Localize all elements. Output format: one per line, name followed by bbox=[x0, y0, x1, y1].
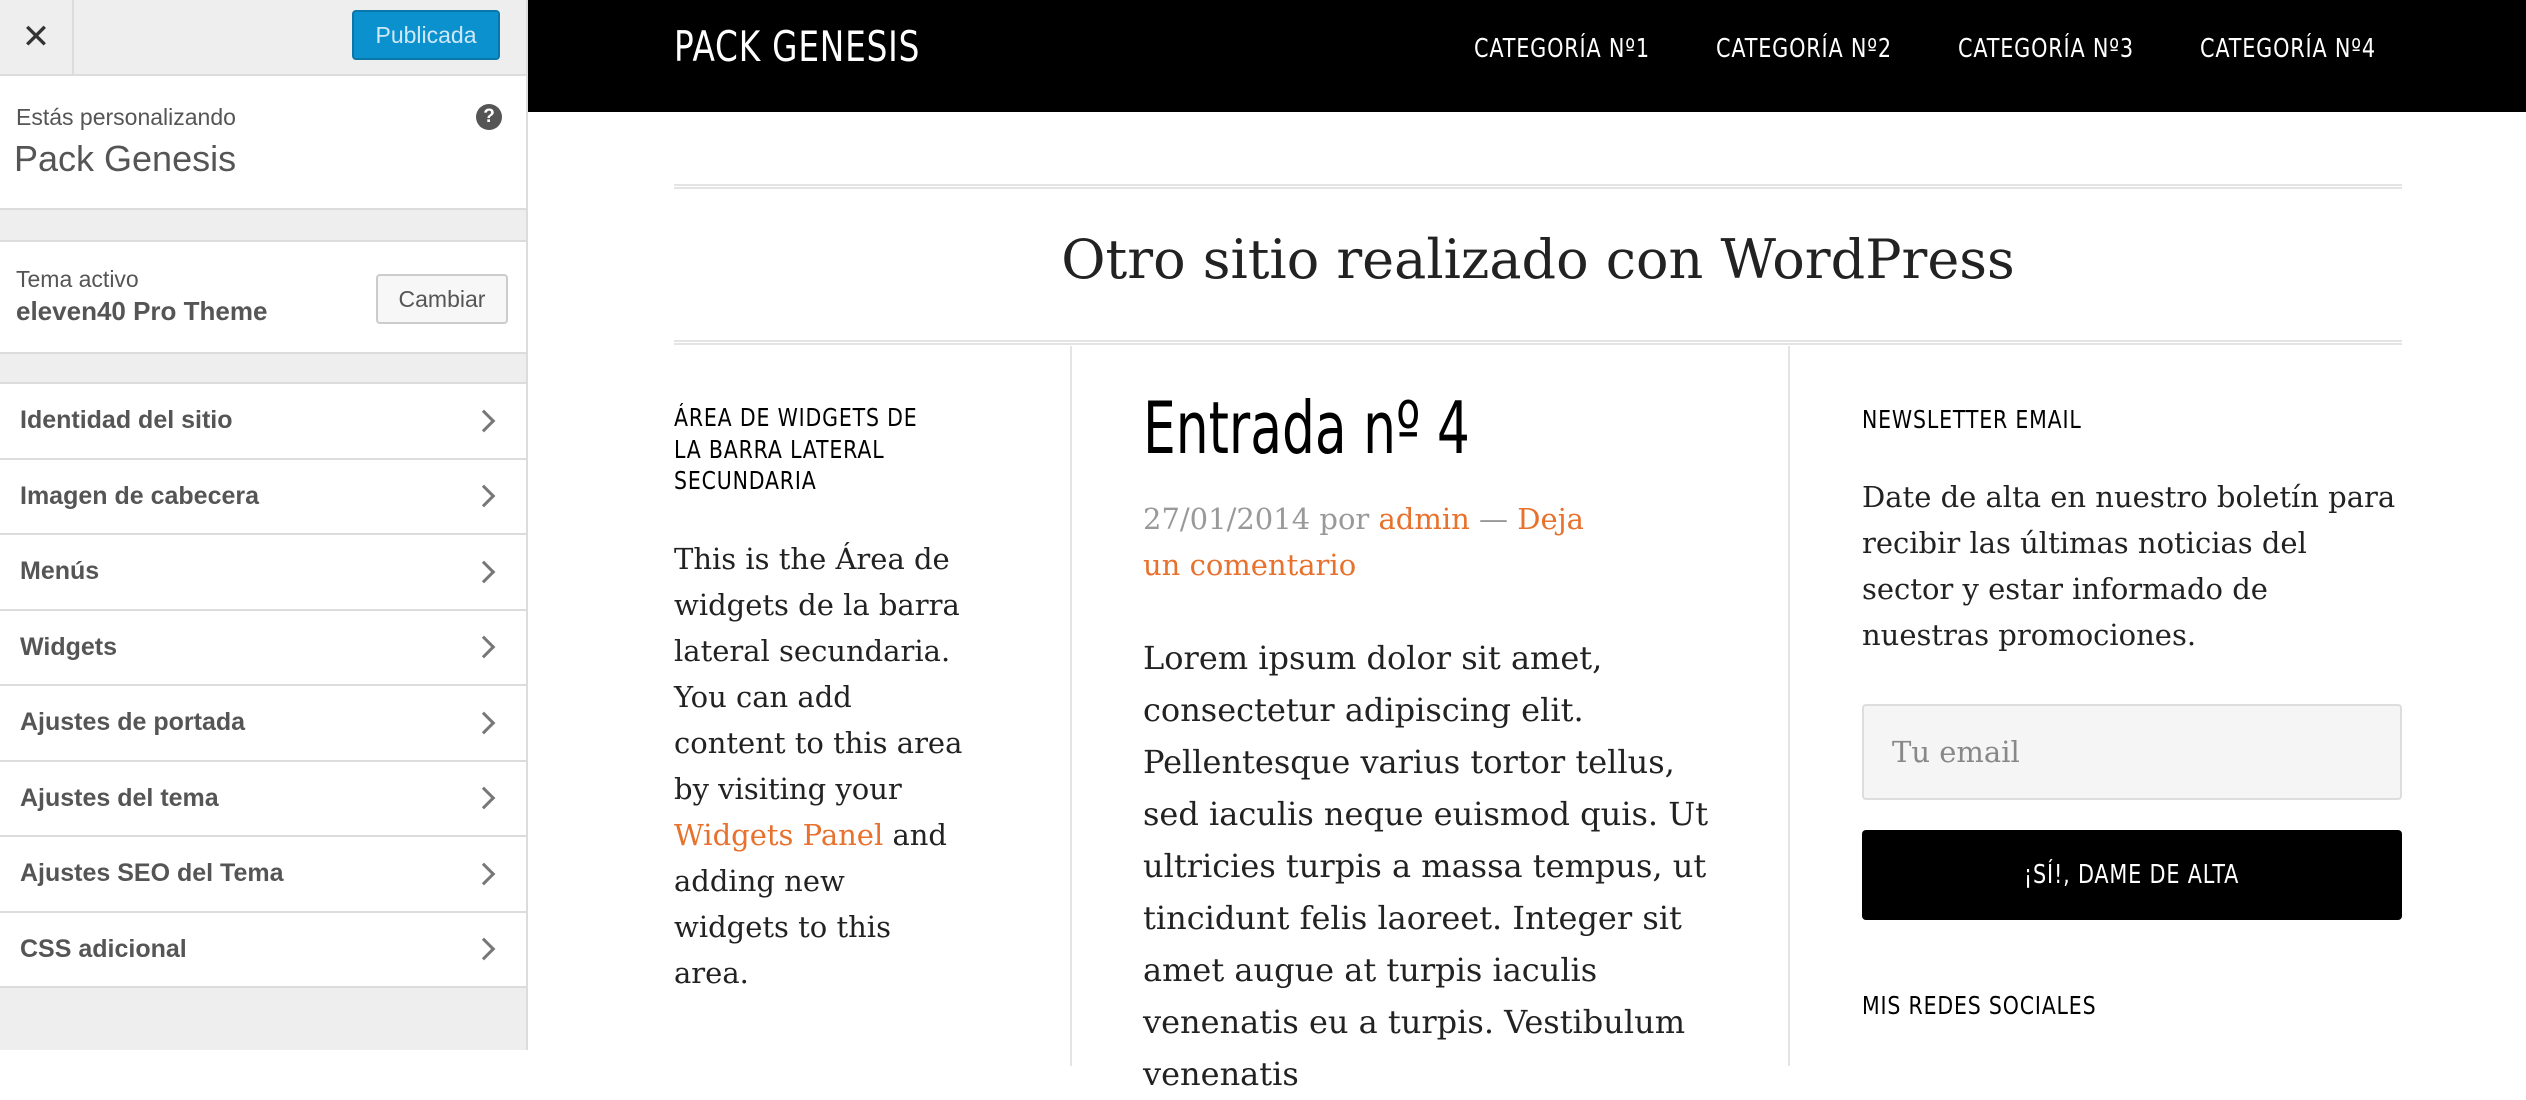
chevron-right-icon bbox=[473, 409, 496, 432]
post-body: Lorem ipsum dolor sit amet, consectetur adipiscing elit. Pellentesque varius tortor tellus, sed iaculis neque euismod quis. Ut ultricies turpis a massa tempus, ut tincidunt felis laoreet. Integer sit amet augue at turpis iaculis venenatis eu a turpis. Vestibulum venenatis bbox=[1143, 639, 1709, 1093]
section-label: Ajustes del tema bbox=[20, 783, 219, 812]
newsletter-heading: NEWSLETTER EMAIL bbox=[1862, 405, 2082, 434]
section-site-identity[interactable] bbox=[0, 384, 526, 460]
site-title[interactable]: PACK GENESIS bbox=[674, 22, 921, 71]
section-homepage-settings[interactable] bbox=[0, 686, 526, 762]
subscribe-button-label: ¡SÍ!, DAME DE ALTA bbox=[2024, 860, 2240, 890]
publish-button[interactable]: Publicada bbox=[352, 10, 500, 60]
section-label: Ajustes de portada bbox=[20, 708, 246, 737]
section-theme-seo-settings[interactable] bbox=[0, 837, 526, 913]
close-icon[interactable]: ✕ bbox=[0, 0, 74, 74]
chevron-right-icon bbox=[473, 485, 496, 508]
secondary-sidebar-widget-text: This is the Área de widgets de la barra lateral secundaria. You can add content to this area by visiting your Widgets Panel and adding new widgets to this area. bbox=[674, 542, 963, 990]
site-header bbox=[528, 0, 2526, 112]
chevron-right-icon bbox=[473, 862, 496, 885]
newsletter-email-input[interactable] bbox=[1862, 704, 2402, 800]
change-theme-button[interactable]: Cambiar bbox=[376, 274, 508, 324]
chevron-right-icon bbox=[473, 787, 496, 810]
chevron-right-icon bbox=[473, 636, 496, 659]
section-label: Ajustes SEO del Tema bbox=[20, 859, 284, 888]
column-divider-right bbox=[1788, 346, 1790, 1066]
customizer-sidebar bbox=[0, 0, 528, 1050]
section-label: Identidad del sitio bbox=[20, 406, 233, 435]
tagline-bottom-rule bbox=[674, 340, 2402, 345]
active-theme-label: Tema activo bbox=[16, 266, 139, 292]
column-divider-left bbox=[1070, 346, 1072, 1066]
customizing-label: Estás personalizando bbox=[16, 104, 236, 130]
nav-item-category-3[interactable]: CATEGORÍA Nº3 bbox=[1958, 34, 2134, 64]
post-title[interactable]: Entrada nº 4 bbox=[1143, 386, 1470, 470]
customizer-info bbox=[0, 76, 526, 210]
chevron-right-icon bbox=[473, 938, 496, 961]
section-label: CSS adicional bbox=[20, 934, 187, 963]
help-icon[interactable]: ? bbox=[476, 104, 502, 130]
site-name: Pack Genesis bbox=[14, 138, 237, 179]
social-networks-heading: MIS REDES SOCIALES bbox=[1862, 991, 2097, 1020]
secondary-sidebar-widget-heading: ÁREA DE WIDGETS DE LA BARRA LATERAL SECUNDARIA bbox=[674, 403, 918, 495]
section-additional-css[interactable] bbox=[0, 913, 526, 989]
site-preview bbox=[528, 0, 2526, 1093]
section-label: Menús bbox=[20, 557, 100, 586]
site-tagline: Otro sitio realizado con WordPress bbox=[1061, 228, 2015, 291]
post-meta: 27/01/2014 por admin — Deja un comentario bbox=[1143, 502, 1584, 582]
customizer-sections bbox=[0, 382, 526, 988]
active-theme-panel bbox=[0, 240, 526, 354]
section-header-image[interactable] bbox=[0, 460, 526, 536]
customizer-header bbox=[0, 0, 526, 76]
section-label: Widgets bbox=[20, 632, 117, 661]
active-theme-name: eleven40 Pro Theme bbox=[16, 296, 268, 326]
section-label: Imagen de cabecera bbox=[20, 481, 260, 510]
chevron-right-icon bbox=[473, 711, 496, 734]
nav-item-category-4[interactable]: CATEGORÍA Nº4 bbox=[2200, 34, 2376, 64]
nav-item-category-2[interactable]: CATEGORÍA Nº2 bbox=[1716, 34, 1892, 64]
section-widgets[interactable] bbox=[0, 611, 526, 687]
subscribe-button[interactable] bbox=[1862, 830, 2402, 920]
newsletter-text: Date de alta en nuestro boletín para recibir las últimas noticias del sector y estar informado de nuestras promociones. bbox=[1862, 480, 2396, 652]
nav-item-category-1[interactable]: CATEGORÍA Nº1 bbox=[1474, 34, 1650, 64]
leave-comment-link[interactable]: Deja un comentario bbox=[1143, 502, 1584, 582]
post-date: 27/01/2014 bbox=[1143, 502, 1311, 536]
post-author-link[interactable]: admin bbox=[1378, 502, 1470, 536]
section-menus[interactable] bbox=[0, 535, 526, 611]
widgets-panel-link[interactable]: Widgets Panel bbox=[674, 818, 884, 852]
tagline-top-rule bbox=[674, 184, 2402, 189]
section-theme-settings[interactable] bbox=[0, 762, 526, 838]
chevron-right-icon bbox=[473, 560, 496, 583]
